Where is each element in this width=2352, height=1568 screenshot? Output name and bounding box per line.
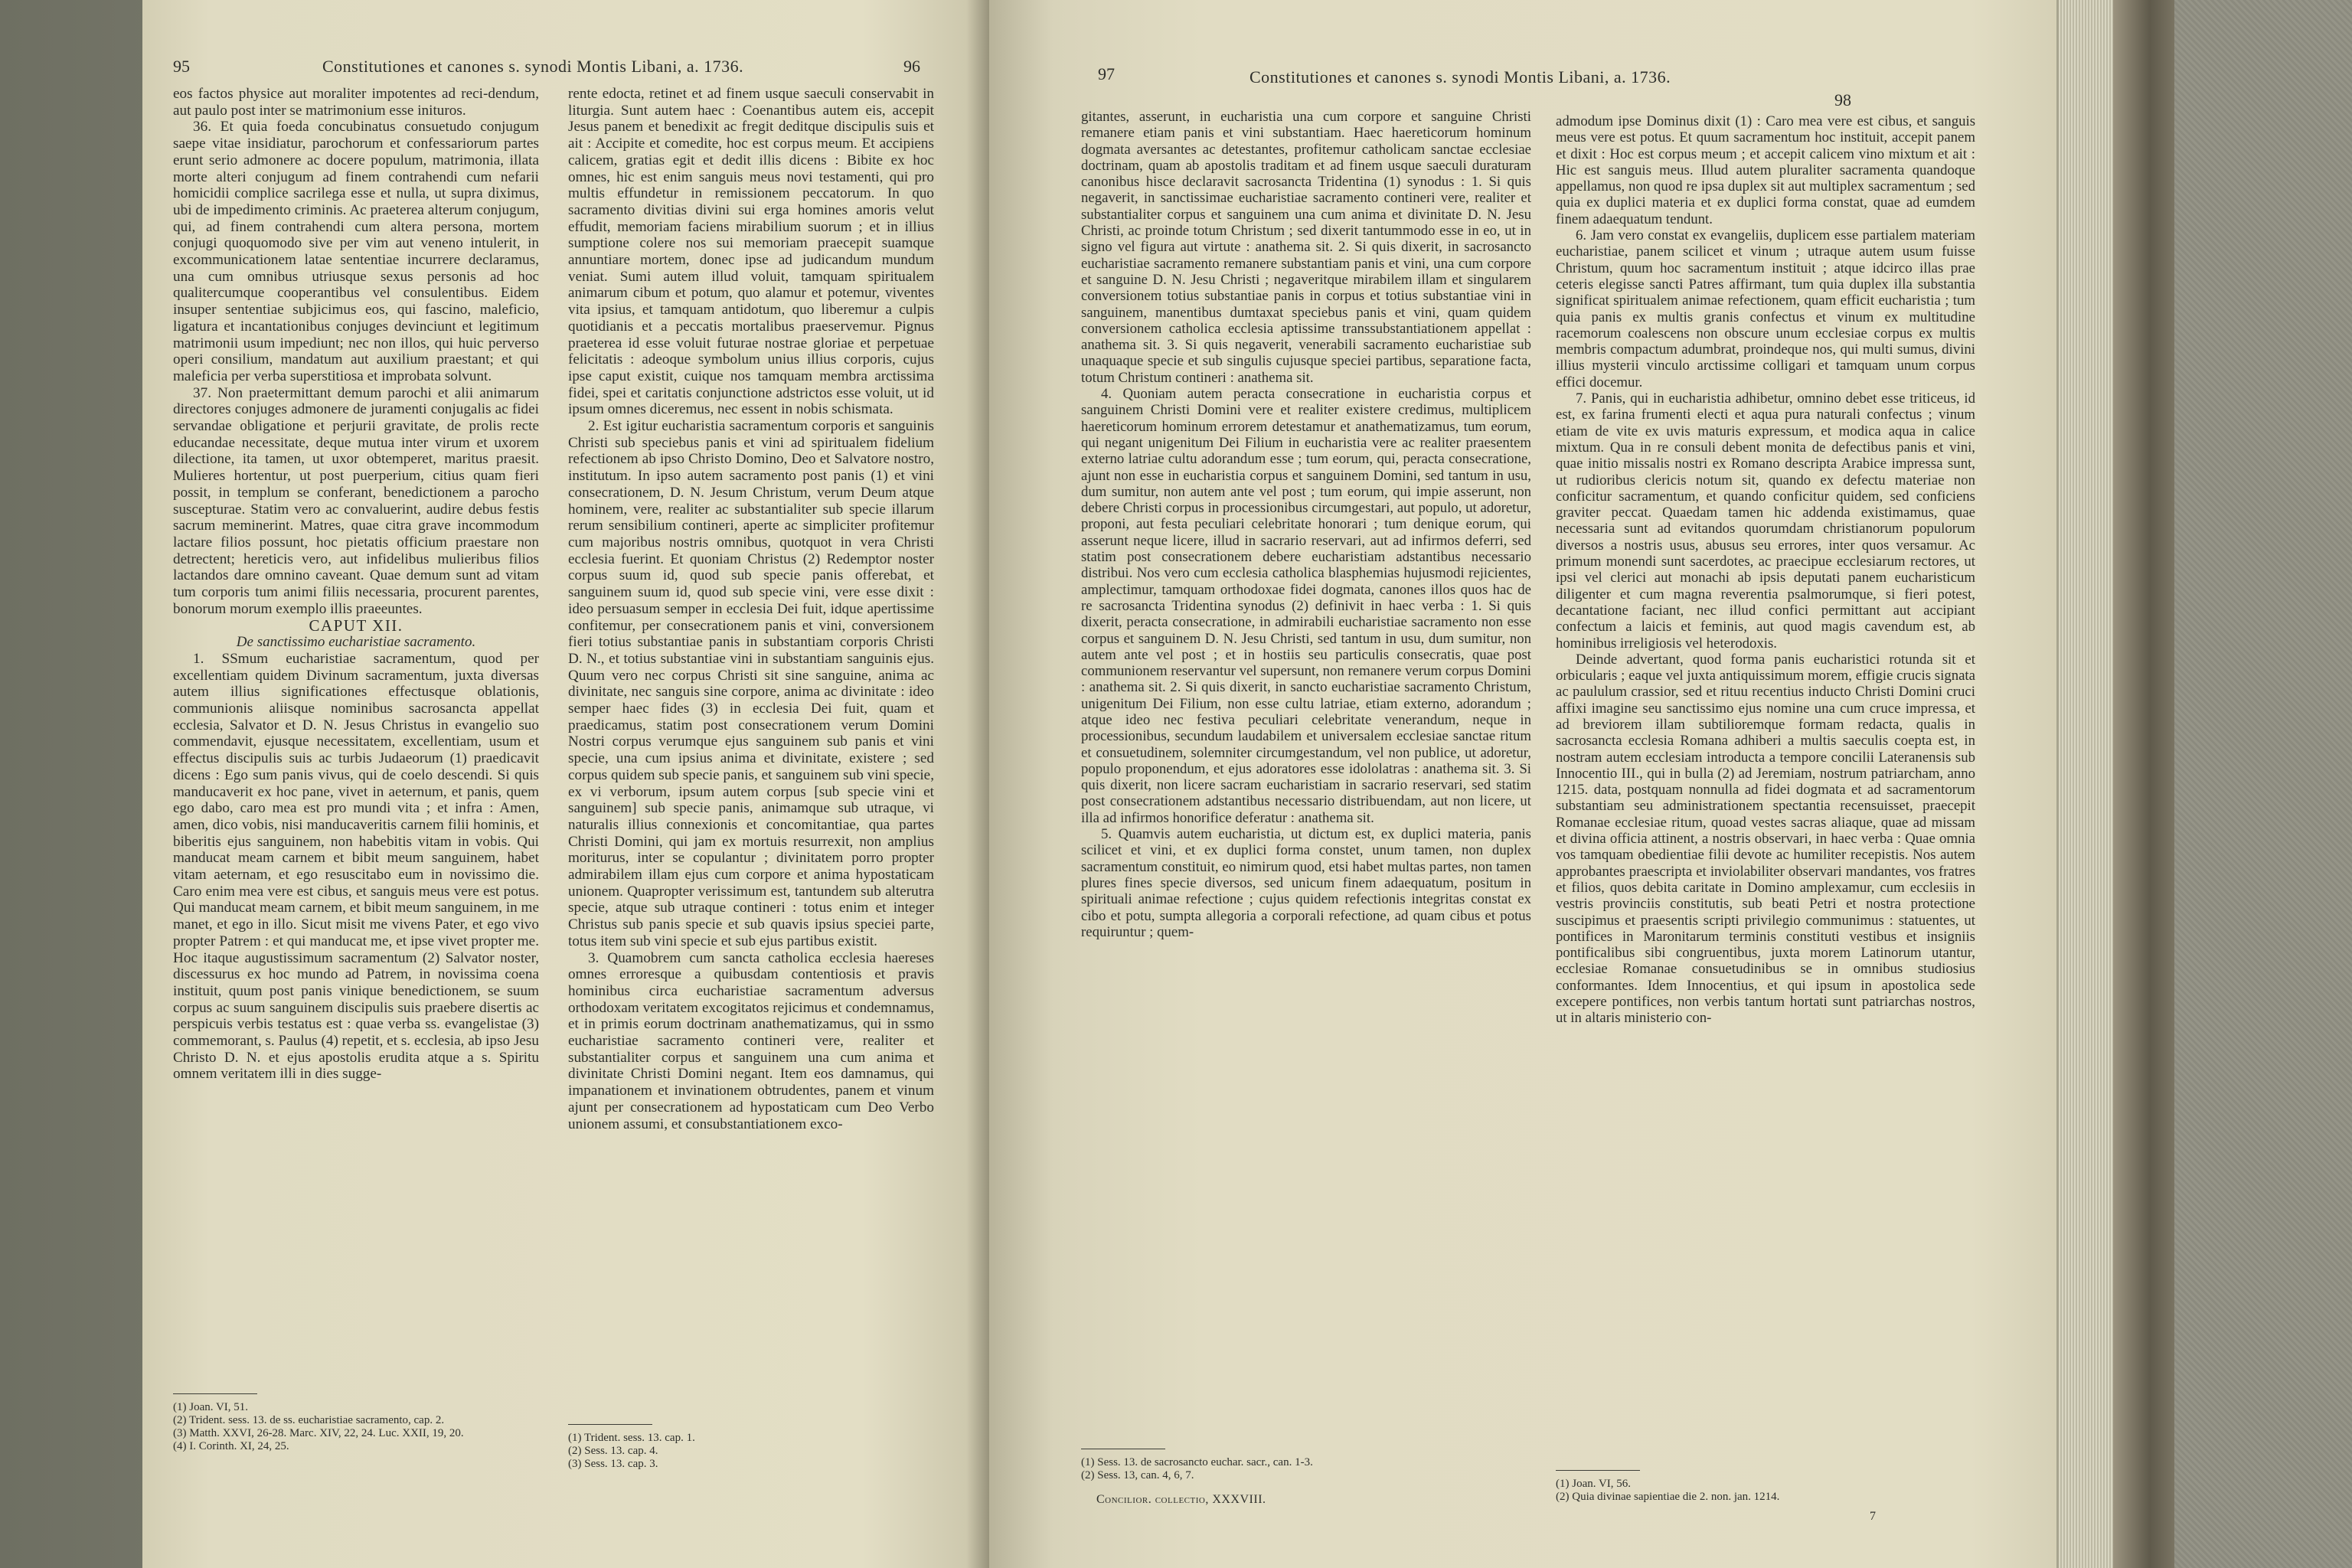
footnote-rule: [1556, 1470, 1640, 1471]
left-page: [142, 0, 989, 1568]
cloth-background: [2167, 0, 2352, 1568]
footnote-rule: [173, 1393, 257, 1394]
paragraph: rente edocta, retinet et ad finem usque saeculi conservabit in liturgia. Sunt autem haec : Coenantibus autem eis, accepit Jesus panem et benedixit ac fregit deditque discipulis suis et ait : Accipite et comedite, hoc est corpus meum. Et accipiens calicem, gratias egit et dedit illis dicens : Bibite ex hoc omnes, hic est enim sanguis meus novi testamenti, qui pro multis effundetur in remissionem peccatorum. In quo sacramento divitias divini sui erga homines amoris velut effudit, memoriam faciens mirabilium suorum ; et in illius sumptione colere nos sui memoriam praecepit suamque annuntiare mortem, donec ipse ad judicandum mundum veniat. Sumi autem illud voluit, tamquam spiritualem animarum cibum et potum, quo alamur et potemur, viventes vita ipsius, et tamquam antidotum, quo liberemur a culpis quotidianis et a peccatis mortalibus praeservemur. Pignus praeterea id esse voluit futurae nostrae gloriae et perpetuae felicitatis : adeoque symbolum unius illius corporis, cujus ipse caput existit, cuique nos tamquam membra arctissima fidei, spei et caritatis conjunctione adstrictos esse voluit, ut id ipsum omnes diceremus, nec essent in nobis schismata.: [568, 86, 934, 418]
volume-signature: Concilior. collectio, XXXVIII.: [1096, 1493, 1266, 1506]
right-page-column-2: [1556, 113, 1975, 1027]
right-page-column-1: [1081, 109, 1531, 940]
paragraph: 5. Quamvis autem eucharistia, ut dictum est, ex duplici materia, panis scilicet et vini, et ex duplici forma constet, unum tamen, non duplex sacramentum constituit, eo nimirum quod, etsi habet multas partes, non tamen plures fines specie diversos, sed unicum finem adaequatum, positum in spirituali animae refectione ; cujus quidem refectionis integritas constat ex cibo et potu, sumpta allegoria a corporali refectione, ad quam cibus et potus requiruntur ; quem-: [1081, 826, 1531, 940]
left-page-column-1: [173, 86, 539, 1083]
paragraph: eos factos physice aut moraliter impotentes ad reci-dendum, aut paulo post inter se matrimonium esse inituros.: [173, 86, 539, 119]
paragraph: 4. Quoniam autem peracta consecratione in eucharistia corpus et sanguinem Christi Domini vere et realiter existere credimus, multiplicem haereticorum hominum errorem detestamur et anathematizamus, tum eorum, qui negant unigenitum Dei Filium in eucharistia vere ac realiter praesentem externo latriae cultu adorandum esse ; tum eorum, qui, peracta consecratione, ajunt non esse in eucharistia corpus et sanguinem Domini, sed tantum in usu, dum sumitur, non autem ante vel post ; tum eorum, qui impie asserunt, non debere Christi corpus in processionibus circumgestari, aut populo, ut adoretur, proponi, aut festa peculiari celebritate honorari ; tum denique eorum, qui asserunt neque licere, illud in sacrario reservari, aut ad infirmos deferri, sed statim post consecrationem debere eucharistiam adstantibus necessario distribui. Nos vero cum ecclesia catholica blasphemias hujusmodi rejicientes, amplectimur, tamquam orthodoxae fidei dogmata, canones illos quos hac de re sacrosancta Tridentina synodus (2) definivit in haec verba : 1. Si quis dixerit, peracta consecratione, in admirabili eucharistiae sacramento non esse corpus et sanguinem D. N. Jesu Christi, sed tantum in usu, dum sumitur, non autem ante vel post ; et in hostiis seu particulis consecratis, quae post communionem reservantur vel supersunt, non remanere verum corpus Domini : anathema sit. 2. Si quis dixerit, in sancto eucharistiae sacramento Christum, unigenitum Dei Filium, non esse cultu latriae, etiam externo, adorandum ; atque ideo nec festiva peculiari celebritate venerandum, neque in processionibus, secundum laudabilem et universalem ecclesiae sanctae ritum et consuetudinem, solemniter circumgestandum, vel non publice, ut adoretur, populo proponendum, et ejus adoratores esse idololatras : anathema sit. 3. Si quis dixerit, non licere sacram eucharistiam in sacrario reservari, sed statim post consecrationem adstantibus necessario distribuendam, aut non licere, ut illa ad infirmos honorifice deferatur : anathema sit.: [1081, 386, 1531, 826]
paragraph: 36. Et quia foeda concubinatus consuetudo conjugum saepe vitae insidiatur, parochorum et confessariorum partes erunt serio admonere ac docere populum, matrimonia, illata morte alteri conjugum ad finem contrahendi cum nefarii homicidii complice sacrilega esse et nulla, ut supra diximus, ubi de impedimento criminis. Ac praeterea alterum conjugum, qui, ad finem contrahendi cum altera persona, mortem conjugi quoquomodo sive per vim aut veneno intulerit, in excommunicationem latae sententiae incurrere declaramus, una cum omnibus utriusque sexus personis ad hoc qualitercumque cooperantibus vel consulentibus. Eidem insuper sententiae subjicimus eos, qui fascino, maleficio, ligatura et incantationibus conjuges devinciunt et legitimum matrimonii usum impediunt; nec non illos, qui huic perverso operi consilium, mandatum aut auxilium praestant; et qui maleficia per verba superstitiosa et improbata solvunt.: [173, 119, 539, 384]
paragraph: 2. Est igitur eucharistia sacramentum corporis et sanguinis Christi sub speciebus panis et vini ad spiritualem fidelium refectionem ab ipso Christo Domino, Deo et Salvatore nostro, institutum. In ipso autem sacramento post panis (1) et vini consecrationem, D. N. Jesum Christum, verum Deum atque hominem, vere, realiter ac substantialiter sub specie illarum rerum sensibilium contineri, aperte ac simpliciter profitemur cum majoribus nostris omnibus, quotquot in vera Christi ecclesia fuerint. Et quoniam Christus (2) Redemptor noster corpus suum id, quod sub specie panis offerebat, et sanguinem suum id, quod sub specie vini, vere esse dixit : ideo persuasum semper in ecclesia Dei fuit, idque apertissime confitemur, per consecrationem panis et vini, conversionem fieri totius substantiae panis in substantiam corporis Christi D. N., et totius substantiae vini in substantiam sanguinis ejus. Quum vero nec corpus Christi sit sine sanguine, anima ac divinitate, nec sanguis sine corpore, anima ac divinitate : ideo semper haec fides (3) in ecclesia Dei fuit, quam et praedicamus, statim post consecrationem verum Domini Nostri corpus verumque ejus sanguinem sub panis et vini specie, una cum ipsius anima et divinitate, existere ; sed corpus quidem sub specie panis, et sanguinem sub vini specie, ex vi verborum, ipsum autem corpus [sub specie vini et sanguinem] sub specie panis, animamque sub utraque, vi naturalis illius connexionis et concomitantiae, qua partes Christi Domini, qui jam ex mortuis resurrexit, non amplius moriturus, inter se copulantur ; divinitatem porro propter admirabilem illam ejus cum corpore et anima hypostaticam unionem. Quapropter verissimum est, tantundem sub alterutra specie, atque sub utraque contineri : totus enim et integer Christus sub panis specie et sub quavis ipsius speciei parte, totus item sub vini specie et sub ejus partibus existit.: [568, 418, 934, 949]
footnotes-right-page-column-1: [1081, 1456, 1531, 1482]
footnote: (1) Trident. sess. 13. cap. 1.: [568, 1432, 695, 1444]
right-page: [989, 0, 2056, 1568]
page-number-96: 96: [903, 57, 920, 76]
book-binding: [2113, 0, 2174, 1568]
footnote: (1) Joan. VI, 51.: [173, 1401, 249, 1413]
running-header-right: Constitutiones et canones s. synodi Montis Libani, a. 1736.: [1250, 67, 1671, 87]
footnote: (2) Sess. 13. cap. 4.: [568, 1445, 658, 1457]
footnotes-right-column: [568, 1432, 934, 1471]
footnote: (2) Sess. 13, can. 4, 6, 7.: [1081, 1469, 1194, 1481]
running-header-left: Constitutiones et canones s. synodi Montis Libani, a. 1736.: [322, 57, 744, 76]
page-number-98: 98: [1834, 90, 1851, 109]
paragraph: admodum ipse Dominus dixit (1) : Caro mea vere est cibus, et sanguis meus vere est potus. Et quum sacramentum hoc instituit, accepit panem et dixit : Hoc est corpus meum ; et accepit calicem vino mixtum et ait : Hic est sanguis meus. Illud autem pluraliter sacramenta quandoque appellamus, non quod re ipsa duplex sit aut multiplex sacramentum ; sed quia ex duplici materia et ex duplici forma constat, quae ad eumdem finem adaequatum tendunt.: [1556, 113, 1975, 227]
page-number-97: 97: [1098, 64, 1115, 83]
footnote-rule: [568, 1424, 652, 1425]
paragraph: gitantes, asserunt, in eucharistia una cum corpore et sanguine Christi remanere etiam panis et vini substantiam. Haec haereticorum hominum dogmata aversantes ac detestantes, profitemur catholicam sanctae ecclesiae doctrinam, quam ab apostolis traditam et ad finem usque saeculi duraturam canonibus hisce declaravit sacrosancta Tridentina (1) synodus : 1. Si quis negaverit, in sanctissimae eucharistiae sacramento contineri vere, realiter et substantialiter corpus et sanguinem una cum anima et divinitate D. N. Jesu Christi, ac proinde totum Christum ; sed dixerit tantummodo esse in eo, ut in signo vel figura aut virtute : anathema sit. 2. Si quis dixerit, in sacrosancto eucharistiae sacramento remanere substantiam panis et vini, una cum corpore et sanguine D. N. Jesu Christi ; negaveritque mirabilem illam et singularem conversionem totius substantiae panis in corpus et totius substantiae vini in sanguinem, manentibus dumtaxat speciebus panis et vini, quam quidem conversionem catholica ecclesia aptissime transsubstantiationem appellat : anathema sit. 3. Si quis negaverit, venerabili sacramento eucharistiae sub unaquaque specie et sub singulis cujusque speciei partibus, separatione facta, totum Christum contineri : anathema sit.: [1081, 109, 1531, 386]
sheet-mark: 7: [1870, 1510, 1876, 1523]
paragraph: 37. Non praetermittant demum parochi et alii animarum directores conjuges admonere de juramenti conjugalis ac fidei servandae obligatione et perjurii gravitate, de prolis recte educandae necessitate, deque mutua inter virum et uxorem dilectione, ita tamen, ut uxor obtemperet, maritus praesit. Mulieres hortentur, ut post puerperium, citius quam fieri possit, in templum se conferant, benedictionem a parocho suscepturae. Statim vero ac convaluerint, audire debus festis sacrum meminerint. Matres, quae citra grave incommodum lactare filios possunt, hoc pietatis officium praestare non detrectent; hereticis vero, aut infidelibus mulieribus filios lactandos dare omnino caveant. Quae demum sunt ad vitam tum corporis tum animi filiis necessaria, procurent parentes, bonorum morum exemplo illis praeeuntes.: [173, 384, 539, 617]
chapter-subtitle: De sanctissimo eucharistiae sacramento.: [236, 634, 476, 651]
page-number-95: 95: [173, 57, 190, 76]
left-page-column-2: [568, 86, 934, 1132]
paragraph: 3. Quamobrem cum sancta catholica ecclesia haereses omnes erroresque a quibusdam contentiosis et pravis hominibus circa eucharistiae sacramentum adversus orthodoxam veritatem excogitatos rejicimus et condemnamus, et in primis eorum doctrinam anathematizamus, qui in ssmo eucharistiae sacramento contineri vere, realiter et substantialiter corpus et sanguinem una cum anima et divinitate Christi Domini negant. Item eos damnamus, qui impanationem et invinationem obtrudentes, panem et vinum ajunt per consecrationem ad hypostaticam cum Deo Verbo unionem assumi, et consubstantiationem exco-: [568, 949, 934, 1132]
footnote: (2) Quia divinae sapientiae die 2. non. jan. 1214.: [1556, 1491, 1780, 1503]
footnotes-right-page-column-2: [1556, 1478, 1975, 1504]
footnote: (3) Matth. XXVI, 26-28. Marc. XIV, 22, 24. Luc. XXII, 19, 20.: [173, 1427, 464, 1439]
footnote: (2) Trident. sess. 13. de ss. eucharistiae sacramento, cap. 2.: [173, 1414, 445, 1426]
paragraph: 7. Panis, qui in eucharistia adhibetur, omnino debet esse triticeus, id est, ex farina frumenti electi et aqua pura naturali confectus ; vinum etiam de vite ex uvis maturis expressum, et modica aqua in calice mixtum. Qua in re consuli debent monita de defectibus panis et vini, quae initio missalis nostri ex Romano descripta Arabice impressa sunt, ut rudioribus clericis notum sit, quando ex defectu materiae non conficitur sacramentum, et quando conficitur quidem, sed conficiens graviter peccat. Quaedam tamen hic addenda existimamus, quae necessaria sunt ad evitandos quorumdam christianorum populorum diversos a nostris usus, abusus seu errores, inter quos versamur. Ac primum monendi sunt sacerdotes, ac praecipue ecclesiarum rectores, ut ipsi vel clerici aut monachi ab ipsis deputati panem eucharisticum diligenter et cum magna reverentia psalmorumque, si fieri potest, decantatione faciant, nec illud confici permittant aut accipiant confectum a laicis et feminis, aut quod magis cavendum est, ab hominibus irreligiosis vel heterodoxis.: [1556, 390, 1975, 652]
footnote: (1) Joan. VI, 56.: [1556, 1478, 1632, 1490]
chapter-heading: CAPUT XII.: [309, 616, 403, 635]
paragraph: 6. Jam vero constat ex evangeliis, duplicem esse partialem materiam eucharistiae, panem scilicet et vinum ; utraque autem usum fuisse Christum, quum hoc sacramentum instituit ; atque idcirco illas prae ceteris elegisse sancti Patres affirmant, tum quia duplex illa substantia significat spiritualem animae refectionem, quam efficit eucharistia ; tum quia panis ex multis granis confectus et vinum ex multitudine racemorum coalescens non obscure unum ecclesiae corpus ex multis membris compactum adumbrat, proindeque nos, qui multi sumus, divini illius mysterii vinculo arctissime colligari et tamquam unum corpus effici docemur.: [1556, 227, 1975, 390]
footnote: (4) I. Corinth. XI, 24, 25.: [173, 1440, 289, 1452]
paragraph: 1. SSmum eucharistiae sacramentum, quod per excellentiam quidem Divinum sacramentum, juxta diversas autem illius significationes effectusque oblationis, communionis aliisque nominibus sacrosancta appellat ecclesia, Salvator et D. N. Jesus Christus in evangelio suo commendavit, ejusque necessitatem, excellentiam, usum et effectus discipulis suis ac turbis Judaeorum (1) praedicavit dicens : Ego sum panis vivus, qui de coelo descendi. Si quis manducaverit ex hoc pane, vivet in aeternum, et panis, quem ego dabo, caro mea est pro mundi vita ; et infra : Amen, amen, dico vobis, nisi manducaveritis carnem filii hominis, et biberitis ejus sanguinem, non habebitis vitam in vobis. Qui manducat meam carnem et bibit meum sanguinem, habet vitam aeternam, et ego resuscitabo eum in novissimo die. Caro enim mea vere est cibus, et sanguis meus vere est potus. Qui manducat meam carnem, et bibit meum sanguinem, in me manet, et ego in illo. Sicut misit me vivens Pater, et ego vivo propter Patrem : et qui manducat me, et ipse vivet propter me. Hoc itaque augustissimum sacramentum (2) Salvator noster, discessurus ex hoc mundo ad Patrem, in novissima coena instituit, quum post panis vinique benedictionem, se suum corpus ac suum sanguinem discipulis suis praebere disertis ac perspicuis verbis testatus est : quae verba ss. evangelistae (3) commemorant, s. Paulus (4) repetit, et s. ecclesia, ab ipso Jesu Christo D. N. et ejus apostolis erudita atque a s. Spiritu omnem veritatem illi in dies sugge-: [173, 650, 539, 1083]
paragraph: Deinde advertant, quod forma panis eucharistici rotunda sit et orbicularis ; eaque vel juxta antiquissimum morem, effigie crucis signata ac paululum crassior, sed et rituu recentius inducto Christi Domini cruci affixi imagine seu sanctissimo ejus nomine una cum cruce impressa, et ad breviorem illam subtilioremque formam redacta, qualis in sacrosancta ecclesia Romana adhiberi a multis saeculis coepta est, in nostram autem ecclesiam introducta a tempore concilii Lateranensis sub Innocentio III., qui in bulla (2) ad Jeremiam, nostrum patriarcham, anno 1215. data, postquam nonnulla ad fidei dogmata et ad sacramentorum substantiam seu administrationem spectantia recensuisset, praecepit Romanae ecclesiae ritum, quoad vestes sacras aliaque, quae ad missam et divina officia attinent, a nostris observari, in haec verba : Quae omnia vos tamquam obedientiae filii devote ac humiliter recepistis. Nos autem approbantes praescripta et inviolabiliter observari mandantes, vos fratres et filios, quos debita caritate in Domino amplexamur, cum ecclesiis in vestris provinciis constitutis, sub beati Petri et nostra protectione suscipimus et praesentis scripti privilegio communimus : statuentes, ut pontifices in Maronitarum terminis constituti vestibus et insigniis pontificalibus sibi congruentibus, juxta morem Latinorum utantur, ecclesiae Romanae consuetudinibus se in omnibus studiosius conformantes. Idem Innocentius, et qui ipsum in apostolica sede excepere pontifices, non verbis tantum hortati sunt patriarchas nostros, ut in altaris ministerio con-: [1556, 651, 1975, 1027]
footnote: (3) Sess. 13. cap. 3.: [568, 1458, 658, 1470]
footnote: (1) Sess. 13. de sacrosancto euchar. sacr., can. 1-3.: [1081, 1456, 1313, 1468]
footnotes-left-column: [173, 1401, 539, 1453]
